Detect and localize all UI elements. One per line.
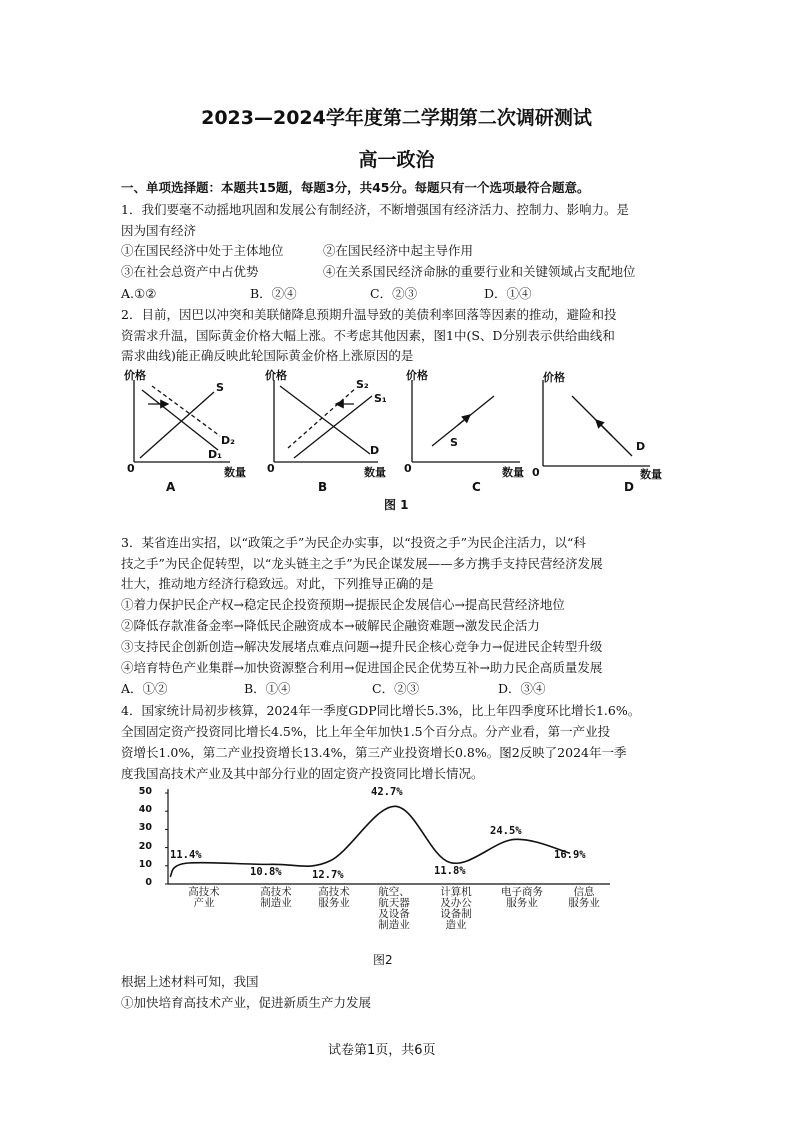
q4-stem-line1: 4．国家统计局初步核算，2024年一季度GDP同比增长5.3%，比上年四季度环比增长1.6%。 [121, 703, 641, 718]
panel-b-price-label: 价格 [265, 369, 287, 382]
x-category-label [430, 887, 482, 931]
q3-choice-d: D．③④ [498, 681, 546, 696]
panel-c-s-label: S [450, 436, 458, 449]
y-tick-label: 0 [145, 877, 152, 888]
panel-c-quantity-label: 数量 [502, 466, 524, 479]
q3-option-2: ②降低存款准备金率→降低民企融资成本→破解民企融资难题→激发民企活力 [121, 618, 540, 633]
q1-stem-line1: 1．我们要毫不动摇地巩固和发展公有制经济，不断增强国有经济活力、控制力、影响力。是 [121, 202, 629, 217]
x-category-line: 高技术 [188, 886, 220, 898]
section-heading: 一、单项选择题：本题共15题，每题3分，共45分。每题只有一个选项最符合题意。 [121, 180, 590, 195]
q1-choice-a: A.①② [121, 286, 157, 301]
q1-choice-b: B．②④ [250, 286, 297, 301]
q4-after-line1: 根据上述材料可知，我国 [121, 974, 259, 989]
panel-d-price-label: 价格 [543, 371, 565, 384]
y-tick-label: 10 [138, 858, 152, 870]
q3-stem-line2: 技之手”为民企促转型，以“龙头链主之手”为民企谋发展——多方携手支持民营经济发展 [121, 556, 603, 571]
q3-option-3: ③支持民企创新创造→解决发展堵点难点问题→提升民企核心竞争力→促进民企转型升级 [121, 639, 603, 654]
x-category-line: 信息 [573, 886, 595, 898]
panel-a-d2-label: D₂ [221, 434, 235, 447]
q3-choice-b: B．①④ [244, 681, 291, 696]
panel-d-origin: 0 [532, 466, 540, 479]
x-category-line: 航天器 [378, 897, 410, 909]
data-value-label: 11.4% [170, 849, 202, 862]
x-category-line: 服务业 [568, 897, 600, 909]
x-category-line: 造业 [445, 919, 467, 931]
panel-d-quantity-label: 数量 [640, 468, 662, 481]
panel-b-s1-label: S₁ [374, 392, 387, 405]
panel-d-letter: D [624, 480, 634, 494]
x-category-line: 服务业 [318, 897, 350, 909]
q4-after-line2: ①加快培育高技术产业，促进新质生产力发展 [121, 995, 372, 1010]
q1-stem-line2: 因为国有经济 [121, 223, 197, 238]
data-value-label: 16.9% [554, 849, 586, 862]
panel-a-letter: A [166, 480, 176, 494]
q3-stem-line1: 3．某省连出实招，以“政策之手”为民企办实事，以“投资之手”为民企注活力，以“科 [121, 535, 586, 550]
panel-a-price-label: 价格 [124, 369, 146, 382]
q1-choice-d: D．①④ [484, 286, 532, 301]
x-category-line: 产业 [193, 897, 215, 909]
x-category-line: 及设备 [378, 908, 410, 920]
x-category-label [496, 887, 548, 909]
panel-a-origin: 0 [127, 462, 135, 475]
x-category-label [250, 887, 302, 909]
q2-stem-line2: 资需求升温，国际黄金价格大幅上涨。不考虑其他因素，图1中(S、D分别表示供给曲线和 [121, 328, 615, 343]
q4-stem-line3: 资增长1.0%，第二产业投资增长13.4%，第三产业投资增长0.8%。图2反映了2024年一季 [121, 745, 627, 760]
q2-stem-line3: 需求曲线)能正确反映此轮国际黄金价格上涨原因的是 [121, 348, 414, 363]
x-category-line: 电子商务 [501, 886, 543, 898]
panel-a-s-label: S [216, 381, 224, 394]
panel-b-d-label: D [370, 444, 380, 457]
panel-c-letter: C [472, 480, 481, 494]
q1-option-1: ①在国民经济中处于主体地位 [121, 243, 284, 258]
exam-subject: 高一政治 [358, 149, 435, 171]
x-category-line: 制造业 [378, 919, 410, 931]
panel-c-origin: 0 [404, 462, 412, 475]
q1-option-4: ④在关系国民经济命脉的重要行业和关键领域占支配地位 [323, 264, 636, 279]
x-category-line: 高技术 [318, 886, 350, 898]
q3-option-4: ④培育特色产业集群→加快资源整合利用→促进国企民企优势互补→助力民企高质量发展 [121, 660, 603, 675]
y-tick-label: 40 [138, 804, 152, 816]
x-category-label [178, 887, 230, 909]
panel-b-s2-label: S₂ [356, 378, 369, 391]
data-value-label: 10.8% [250, 866, 282, 879]
panel-b-quantity-label: 数量 [364, 466, 386, 479]
x-category-label [368, 887, 420, 931]
panel-b-letter: B [318, 480, 328, 494]
x-category-label [308, 887, 360, 909]
data-value-label: 42.7% [371, 786, 403, 799]
panel-a-quantity-label: 数量 [224, 466, 246, 479]
panel-d-d-label: D [636, 440, 646, 453]
page-footer: 试卷第1页，共6页 [328, 1043, 436, 1058]
growth-series-line [170, 806, 570, 879]
x-category-line: 制造业 [260, 897, 292, 909]
panel-c-price-label: 价格 [406, 369, 428, 382]
figure-1-caption: 图 1 [384, 498, 409, 512]
y-tick-label: 50 [138, 786, 152, 797]
x-category-line: 航空、 [378, 886, 410, 898]
q4-stem-line2: 全国固定资产投资同比增长4.5%，比上年全年加快1.5个百分点。分产业看，第一产业投 [121, 724, 611, 739]
x-category-line: 服务业 [506, 897, 538, 909]
data-value-label: 11.8% [434, 864, 466, 877]
figure-2-caption: 图2 [373, 953, 393, 967]
x-category-line: 及办公 [440, 897, 472, 909]
exam-title: 2023—2024学年度第二学期第二次调研测试 [201, 107, 592, 129]
q2-stem-line1: 2．目前，因巴以冲突和美联储降息预期升温导致的美债利率回落等因素的推动，避险和投 [121, 307, 617, 322]
panel-a-d1-label: D₁ [208, 448, 222, 461]
y-tick-label: 30 [138, 822, 152, 834]
x-category-line: 设备制 [440, 908, 472, 920]
panel-b-origin: 0 [267, 462, 275, 475]
q3-choice-a: A．①② [121, 681, 168, 696]
q4-stem-line4: 度我国高技术产业及其中部分行业的固定资产投资同比增长情况。 [121, 766, 484, 781]
q1-choice-c: C．②③ [370, 286, 418, 301]
q3-stem-line3: 壮大，推动地方经济行稳致远。对此，下列推导正确的是 [121, 576, 434, 591]
y-tick-label: 20 [138, 840, 152, 852]
data-value-label: 12.7% [312, 868, 344, 881]
q3-choice-c: C．②③ [372, 681, 420, 696]
x-category-label [558, 887, 610, 909]
q1-option-2: ②在国民经济中起主导作用 [323, 243, 474, 258]
x-category-line: 高技术 [260, 886, 292, 898]
q3-option-1: ①着力保护民企产权→稳定民企投资预期→提振民企发展信心→提高民营经济地位 [121, 597, 565, 612]
q1-option-3: ③在社会总资产中占优势 [121, 264, 259, 279]
x-category-line: 计算机 [440, 886, 472, 898]
data-value-label: 24.5% [490, 825, 522, 838]
